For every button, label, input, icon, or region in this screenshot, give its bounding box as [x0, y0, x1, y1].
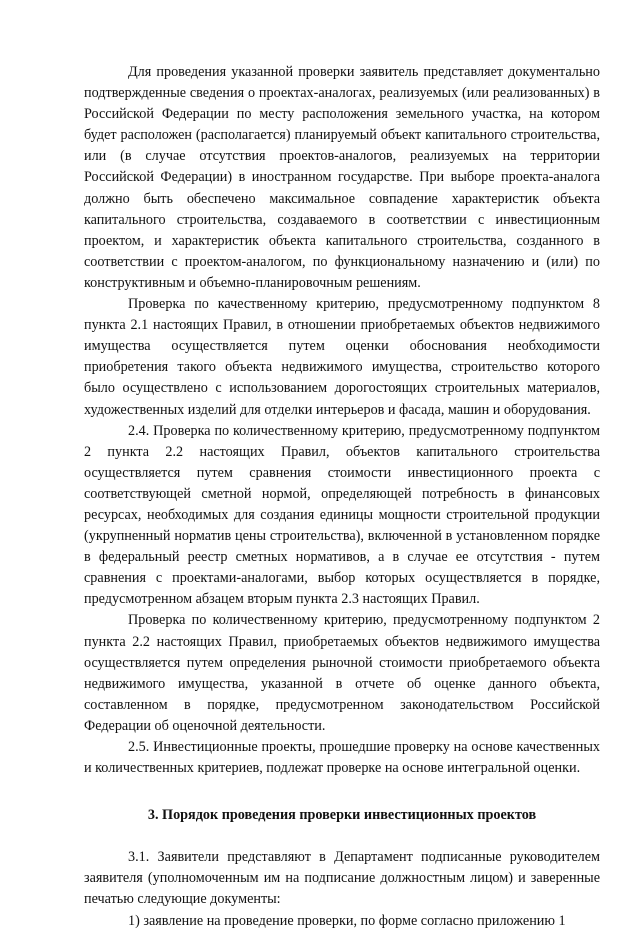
paragraph-2-5-integral-evaluation: 2.5. Инвестиционные проекты, прошедшие проверку на основе качественных и количественных критериев, подлежат проверке на основе интегральной оценки. — [84, 739, 600, 777]
section-heading: 3. Порядок проведения проверки инвестиционных проектов — [147, 807, 537, 824]
paragraph-quantitative-real-estate: Проверка по количественному критерию, предусмотренному подпунктом 2 пункта 2.2 настоящих Правил, приобретаемых объектов недвижимого имущества осуществляется путем определения рыночной стоимости приобретаемого объекта недвижимого имущества, указанной в отчете об оценке данного объекта, составленном в порядке, предусмотренном законодательством Российской Федерации об оценочной деятельности. — [84, 612, 600, 734]
paragraph-project-analog-info: Для проведения указанной проверки заявитель представляет документально подтвержденные сведения о проектах-аналогах, реализуемых (или реализованных) в Российской Федерации по месту расположения земельного участка, на котором будет расположен (располагается) планируемый объект капитального строительства, или (в случае отсутствия проектов-аналогов, реализуемых на территории Российской Федерации) в иностранном государстве. При выборе проекта-аналога должно быть обеспечено максимальное совпадение характеристик объекта капитального строительства, создаваемого в соответствии с инвестиционным проектом, и характеристик объекта капитального строительства, созданного в соответствии с проектом-аналогом, по функциональному назначению и (или) по конструктивным и объемно-планировочным решениям. — [84, 64, 600, 291]
list-item-application: 1) заявление на проведение проверки, по форме согласно приложению 1 — [128, 912, 566, 929]
paragraph-3-1-documents: 3.1. Заявители представляют в Департамент подписанные руководителем заявителя (уполномоченным им на подписание должностным лицом) и заверенные печатью следующие документы: — [84, 849, 600, 908]
paragraph-qualitative-check: Проверка по качественному критерию, предусмотренному подпунктом 8 пункта 2.1 настоящих Правил, в отношении приобретаемых объектов недвижимого имущества осуществляется путем оценки обоснования необходимости приобретения такого объекта недвижимого имущества, строительство которого было осуществлено с использованием дорогостоящих строительных материалов, художественных изделий для отделки интерьеров и фасада, машин и оборудования. — [84, 296, 600, 418]
paragraph-2-4-quantitative-check: 2.4. Проверка по количественному критерию, предусмотренному подпунктом 2 пункта 2.2 настоящих Правил, объектов капитального строительства осуществляется путем сравнения стоимости инвестиционного проекта с соответствующей сметной нормой, определяющей потребность в финансовых ресурсах, необходимых для создания единицы мощности строительной продукции (укрупненный норматив цены строительства), включенной в установленном порядке в федеральный реестр сметных нормативов, а в случае ее отсутствия - путем сравнения с проектами-аналогами, выбор которых осуществляется в порядке, предусмотренном абзацем вторым пункта 2.3 настоящих Правил. — [84, 422, 600, 608]
